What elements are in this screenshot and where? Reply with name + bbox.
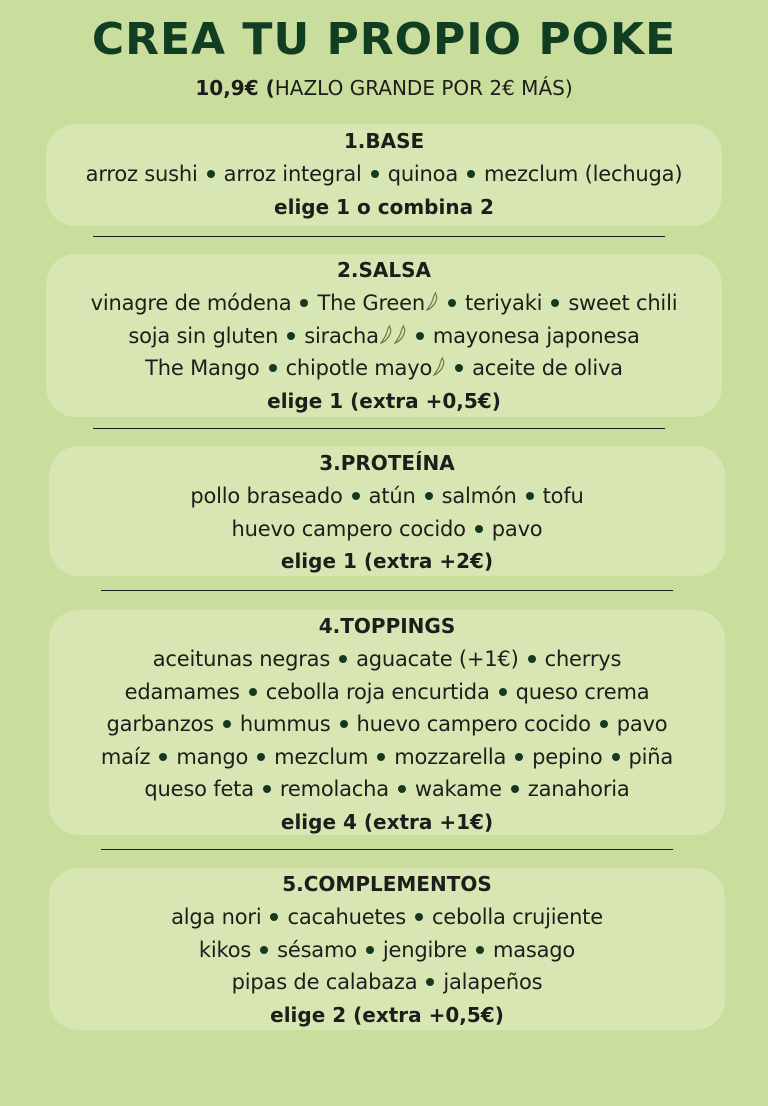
bullet-separator <box>600 720 608 728</box>
option-item: sésamo <box>277 937 357 962</box>
option-item: edamames <box>124 679 240 704</box>
option-item: queso feta <box>144 777 254 801</box>
bullet-separator <box>499 688 507 696</box>
price-note: HAZLO GRANDE POR 2€ MÁS) <box>274 76 573 100</box>
option-item: alga nori <box>171 905 262 929</box>
bullet-separator <box>223 720 231 728</box>
section-heading: 4.TOPPINGS <box>318 614 456 638</box>
option-item: cebolla crujiente <box>431 905 603 929</box>
option-item: huevo campero cocido <box>231 516 466 541</box>
option-item: aceite de oliva <box>472 356 623 380</box>
option-item: pavo <box>491 516 543 541</box>
bullet-separator <box>300 299 308 307</box>
option-line <box>46 287 722 320</box>
option-item: pepino <box>532 744 603 769</box>
section-heading: 1.BASE <box>343 129 425 153</box>
bullet-separator <box>448 299 456 307</box>
option-item: pollo braseado <box>190 484 343 508</box>
section-salsa <box>46 254 722 417</box>
divider <box>93 236 665 237</box>
bullet-separator <box>371 170 379 178</box>
option-item: garbanzos <box>106 712 214 736</box>
bullet-separator <box>426 978 434 986</box>
option-item: queso crema <box>515 679 650 704</box>
divider <box>101 849 673 850</box>
bullet-separator <box>207 170 215 178</box>
bullet-separator <box>398 785 406 793</box>
selection-rule: elige 2 (extra +0,5€) <box>270 1002 504 1027</box>
bullet-separator <box>249 688 257 696</box>
option-item: maíz <box>100 744 151 769</box>
option-item: pavo <box>616 712 668 736</box>
option-line <box>46 320 722 353</box>
option-item: zanahoria <box>527 777 630 801</box>
option-line <box>46 352 722 385</box>
option-item: jengibre <box>382 937 467 962</box>
price-line <box>0 76 768 100</box>
option-item: aceitunas negras <box>152 647 331 671</box>
section-heading: 5.COMPLEMENTOS <box>282 872 492 896</box>
bullet-separator <box>352 492 360 500</box>
option-item: quinoa <box>387 162 458 186</box>
option-item: vinagre de módena <box>90 291 292 315</box>
option-line <box>49 676 725 709</box>
option-item: soja sin gluten <box>128 323 279 348</box>
option-line <box>49 934 725 967</box>
section-toppings <box>49 610 725 835</box>
option-item: mozzarella <box>394 744 507 769</box>
option-item: masago <box>492 937 576 962</box>
option-item: atún <box>368 484 416 508</box>
option-item: kikos <box>198 937 252 962</box>
bullet-separator <box>377 753 385 761</box>
bullet-separator <box>257 753 265 761</box>
option-item: siracha <box>304 323 379 348</box>
option-item: teriyaki <box>464 291 543 315</box>
option-item: piña <box>628 744 674 769</box>
bullet-separator <box>340 720 348 728</box>
option-item: hummus <box>239 712 331 736</box>
option-item: cacahuetes <box>287 905 406 929</box>
section-complementos <box>49 868 725 1030</box>
chili-icon <box>379 325 393 345</box>
section-base <box>46 124 722 226</box>
chili-icon <box>393 325 407 345</box>
bullet-separator <box>287 332 295 340</box>
divider <box>93 428 665 429</box>
bullet-separator <box>475 525 483 533</box>
option-item: huevo campero cocido <box>356 712 591 736</box>
option-item: remolacha <box>279 777 389 801</box>
bullet-separator <box>515 753 523 761</box>
bullet-separator <box>425 492 433 500</box>
option-item: arroz sushi <box>85 162 198 186</box>
price: 10,9€ ( <box>195 76 275 100</box>
bullet-separator <box>339 655 347 663</box>
option-item: salmón <box>441 484 517 508</box>
bullet-separator <box>511 785 519 793</box>
bullet-separator <box>159 753 167 761</box>
option-item: chipotle mayo <box>285 356 433 380</box>
selection-rule: elige 1 o combina 2 <box>274 194 494 219</box>
option-line <box>49 643 725 676</box>
option-item: mezclum <box>274 744 369 769</box>
selection-rule: elige 1 (extra +0,5€) <box>267 388 501 413</box>
bullet-separator <box>455 364 463 372</box>
chili-icon <box>425 292 439 312</box>
bullet-separator <box>415 913 423 921</box>
option-line <box>49 741 725 774</box>
option-item: tofu <box>542 484 584 508</box>
divider <box>101 590 673 591</box>
option-item: aguacate (+1€) <box>356 647 519 671</box>
bullet-separator <box>416 332 424 340</box>
option-line <box>49 773 725 806</box>
section-heading: 3.PROTEÍNA <box>319 451 455 475</box>
bullet-separator <box>528 655 536 663</box>
option-item: cebolla roja encurtida <box>265 679 490 704</box>
bullet-separator <box>366 946 374 954</box>
option-item: The Green <box>317 291 425 315</box>
option-line <box>49 480 725 513</box>
option-item: cherrys <box>544 647 622 671</box>
bullet-separator <box>526 492 534 500</box>
option-item: mayonesa japonesa <box>432 323 640 348</box>
option-item: The Mango <box>145 356 260 380</box>
bullet-separator <box>260 946 268 954</box>
section-heading: 2.SALSA <box>336 258 432 282</box>
option-item: mezclum (lechuga) <box>484 162 683 186</box>
option-line <box>49 708 725 741</box>
option-line <box>49 513 725 546</box>
bullet-separator <box>269 364 277 372</box>
option-item: arroz integral <box>223 162 362 186</box>
option-item: jalapeños <box>443 970 543 994</box>
bullet-separator <box>612 753 620 761</box>
bullet-separator <box>551 299 559 307</box>
selection-rule: elige 1 (extra +2€) <box>280 549 494 573</box>
option-line <box>49 901 725 934</box>
bullet-separator <box>467 170 475 178</box>
bullet-separator <box>263 785 271 793</box>
option-item: sweet chili <box>568 291 678 315</box>
chili-icon <box>432 357 446 377</box>
option-item: mango <box>176 744 249 769</box>
section-proteina <box>49 446 725 576</box>
option-item: pipas de calabaza <box>231 970 418 994</box>
option-item: wakame <box>414 777 502 801</box>
option-line <box>46 158 722 191</box>
bullet-separator <box>476 946 484 954</box>
bullet-separator <box>270 913 278 921</box>
option-line <box>49 966 725 999</box>
page-title: CREA TU PROPIO POKE <box>91 14 677 65</box>
selection-rule: elige 4 (extra +1€) <box>280 809 494 834</box>
